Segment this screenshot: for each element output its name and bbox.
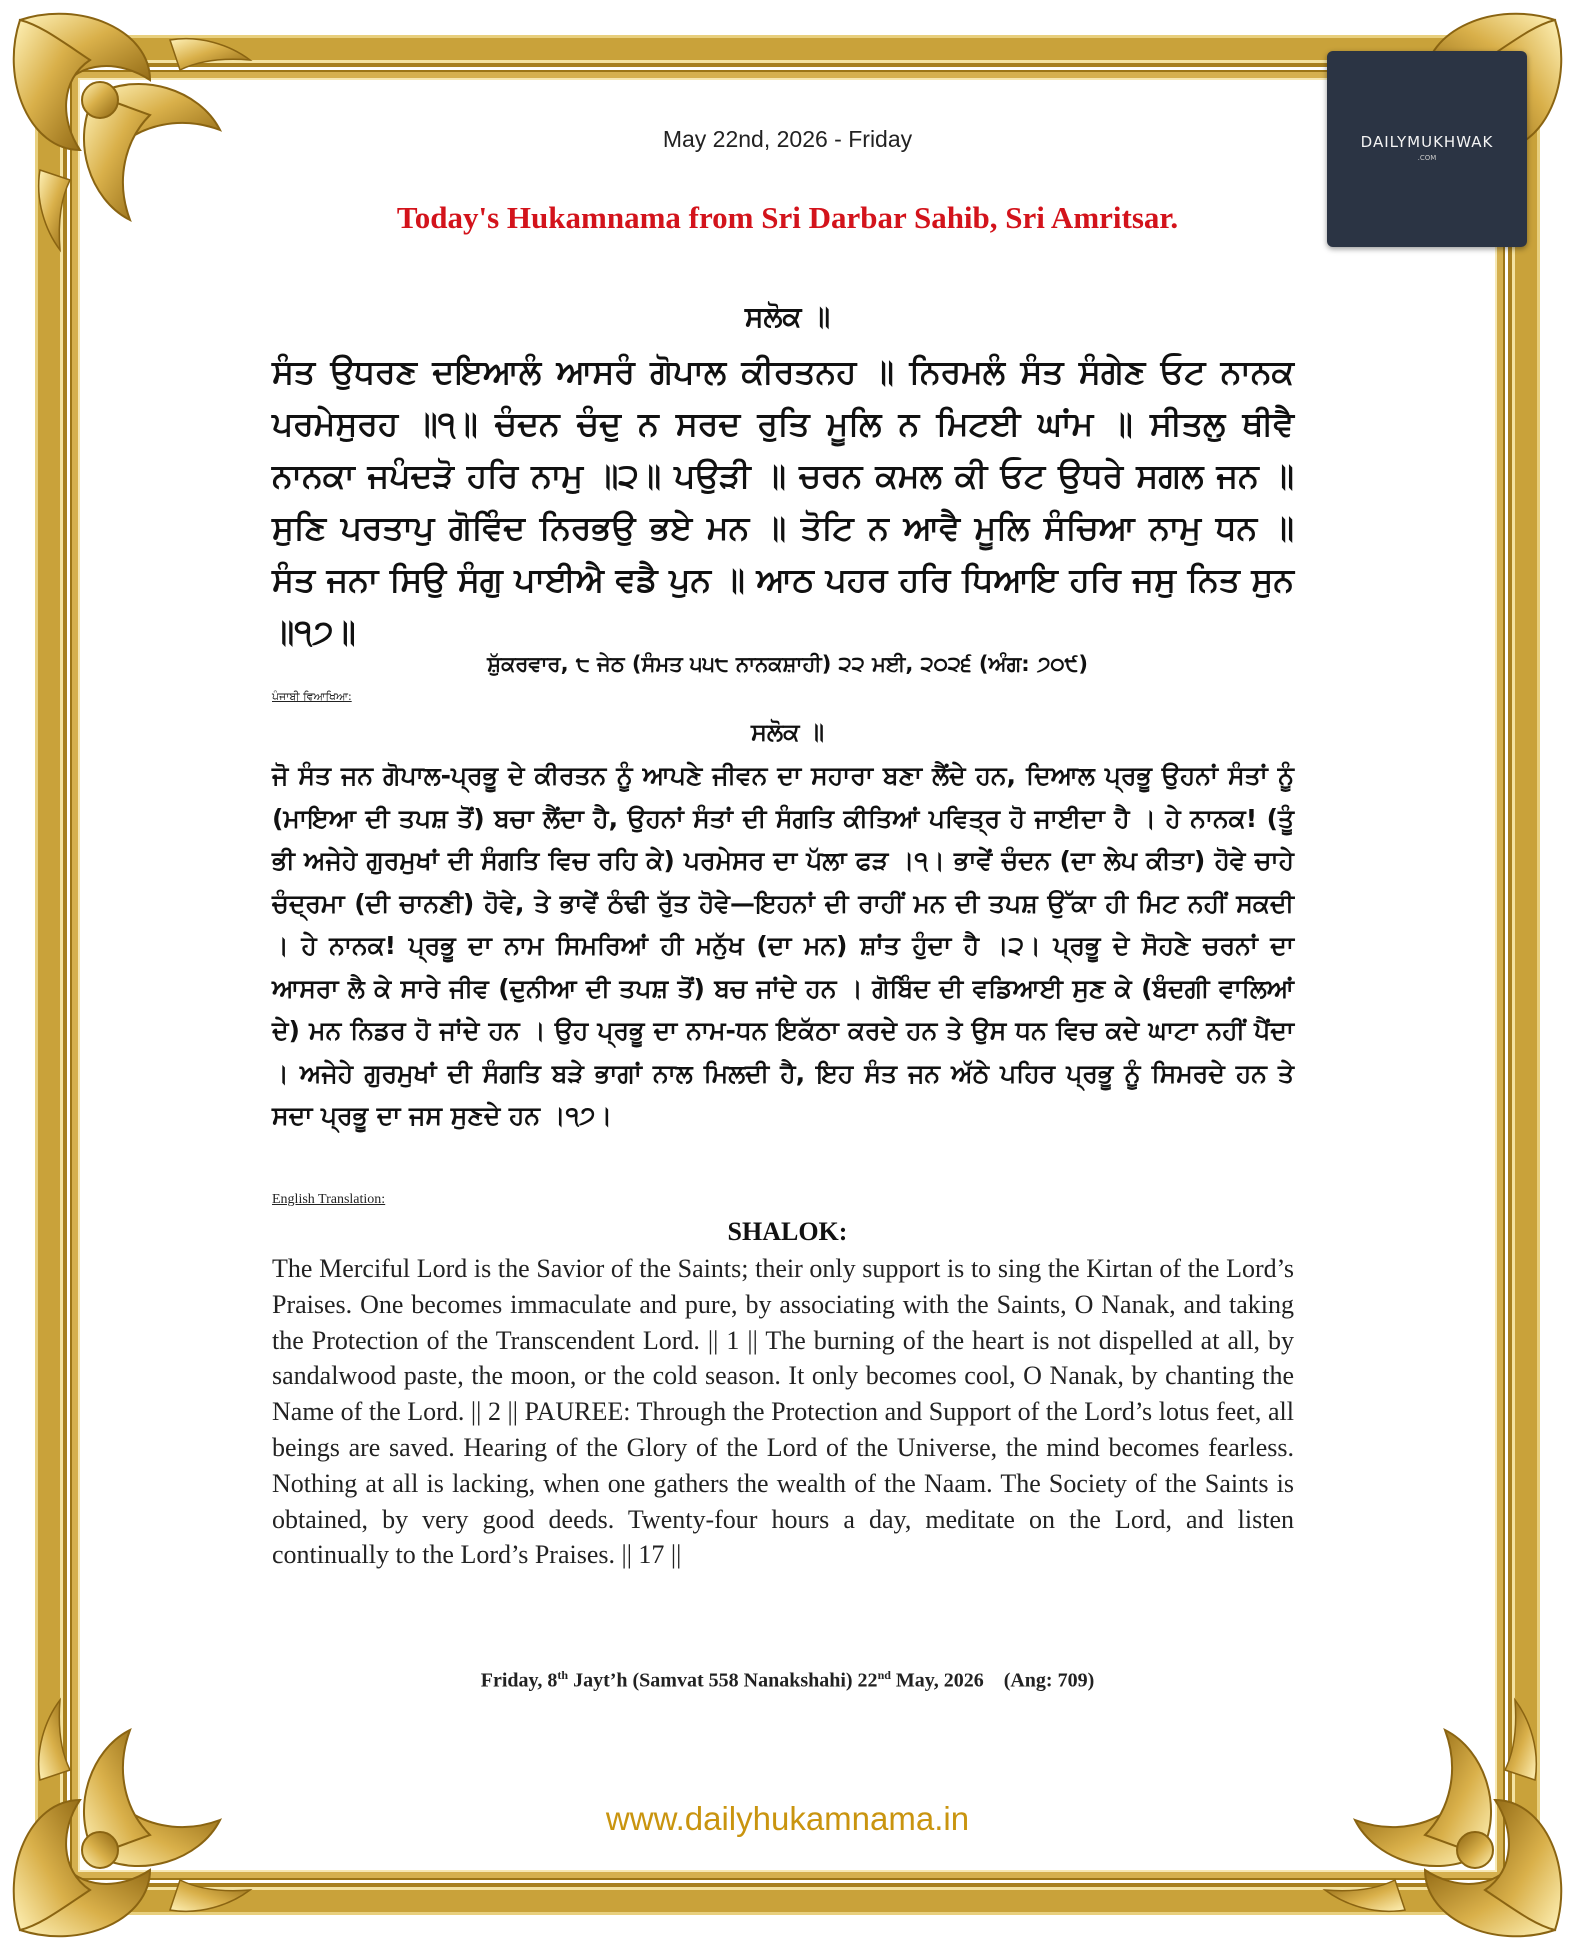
- punjabi-section-label: ਪੰਜਾਬੀ ਵਿਆਖਿਆ:: [272, 690, 352, 703]
- english-translation-text: The Merciful Lord is the Savior of the Saints; their only support is to sing the Kirtan of the Lord’s Praises. One becomes immaculate and pure, by associating with the Saints, O Nanak, and taking the Protection of the Transcendent Lord. || 1 || The burning of the heart is not dispelled at all, by sandalwood paste, the moon, or the cold season. It only becomes cool, O Nanak, by chanting the Name of the Lord. || 2 || PAUREE: Through the Protection and Support of the Lord’s lotus feet, all beings are saved. Hearing of the Glory of the Lord of the Universe, the mind becomes fearless. Nothing at all is lacking, when one gathers the wealth of the Naam. The Society of the Saints is obtained, by very good deeds. Twenty-four hours a day, meditate on the Lord, and listen continually to the Lord’s Praises. || 17 ||: [272, 1254, 1294, 1570]
- gurbani-title: ਸਲੋਕ ॥: [744, 300, 831, 333]
- page-date: May 22nd, 2026 - Friday: [662, 126, 913, 152]
- punjabi-translation-text: ਜੋ ਸੰਤ ਜਨ ਗੋਪਾਲ-ਪ੍ਰਭੂ ਦੇ ਕੀਰਤਨ ਨੂੰ ਆਪਣੇ ਜੀਵਨ ਦਾ ਸਹਾਰਾ ਬਣਾ ਲੈਂਦੇ ਹਨ, ਦਿਆਲ ਪ੍ਰਭੂ ਉਹਨਾਂ ਸੰਤਾਂ ਨੂੰ (ਮਾਇਆ ਦੀ ਤਪਸ਼ ਤੋਂ) ਬਚਾ ਲੈਂਦਾ ਹੈ, ਉਹਨਾਂ ਸੰਤਾਂ ਦੀ ਸੰਗਤਿ ਕੀਤਿਆਂ ਪਵਿਤ੍ਰ ਹੋ ਜਾਈਦਾ ਹੈ । ਹੇ ਨਾਨਕ! (ਤੂੰ ਭੀ ਅਜੇਹੇ ਗੁਰਮੁਖਾਂ ਦੀ ਸੰਗਤਿ ਵਿਚ ਰਹਿ ਕੇ) ਪਰਮੇਸਰ ਦਾ ਪੱਲਾ ਫੜ ।੧। ਭਾਵੇਂ ਚੰਦਨ (ਦਾ ਲੇਪ ਕੀਤਾ) ਹੋਵੇ ਚਾਹੇ ਚੰਦ੍ਰਮਾ (ਦੀ ਚਾਨਣੀ) ਹੋਵੇ, ਤੇ ਭਾਵੇਂ ਠੰਢੀ ਰੁੱਤ ਹੋਵੇ—ਇਹਨਾਂ ਦੀ ਰਾਹੀਂ ਮਨ ਦੀ ਤਪਸ਼ ਉੱਕਾ ਹੀ ਮਿਟ ਨਹੀਂ ਸਕਦੀ । ਹੇ ਨਾਨਕ! ਪ੍ਰਭੂ ਦਾ ਨਾਮ ਸਿਮਰਿਆਂ ਹੀ ਮਨੁੱਖ (ਦਾ ਮਨ) ਸ਼ਾਂਤ ਹੁੰਦਾ ਹੈ ।੨। ਪ੍ਰਭੂ ਦੇ ਸੋਹਣੇ ਚਰਨਾਂ ਦਾ ਆਸਰਾ ਲੈ ਕੇ ਸਾਰੇ ਜੀਵ (ਦੁਨੀਆ ਦੀ ਤਪਸ਼ ਤੋਂ) ਬਚ ਜਾਂਦੇ ਹਨ । ਗੋਬਿੰਦ ਦੀ ਵਡਿਆਈ ਸੁਣ ਕੇ (ਬੰਦਗੀ ਵਾਲਿਆਂ ਦੇ) ਮਨ ਨਿਡਰ ਹੋ ਜਾਂਦੇ ਹਨ । ਉਹ ਪ੍ਰਭੂ ਦਾ ਨਾਮ-ਧਨ ਇਕੱਠਾ ਕਰਦੇ ਹਨ ਤੇ ਉਸ ਧਨ ਵਿਚ ਕਦੇ ਘਾਟਾ ਨਹੀਂ ਪੈਂਦਾ । ਅਜੇਹੇ ਗੁਰਮੁਖਾਂ ਦੀ ਸੰਗਤਿ ਬੜੇ ਭਾਗਾਂ ਨਾਲ ਮਿਲਦੀ ਹੈ, ਇਹ ਸੰਤ ਜਨ ਅੱਠੇ ਪਹਿਰ ਪ੍ਰਭੂ ਨੂੰ ਸਿਮਰਦੇ ਹਨ ਤੇ ਸਦਾ ਪ੍ਰਭੂ ਦਾ ਜਸ ਸੁਣਦੇ ਹਨ ।੧੭।: [272, 761, 1294, 1130]
- page-title: Today's Hukamnama from Sri Darbar Sahib, Sri Amritsar.: [396, 200, 1179, 235]
- english-date-part-b: Jayt’h (Samvat 558 Nanakshahi) 22: [568, 1669, 878, 1692]
- gurbani-text: ਸੰਤ ਉਧਰਣ ਦਇਆਲੰ ਆਸਰੰ ਗੋਪਾਲ ਕੀਰਤਨਹ ॥ ਨਿਰਮਲੰ ਸੰਤ ਸੰਗੇਣ ਓਟ ਨਾਨਕ ਪਰਮੇਸੁਰਹ ॥੧॥ ਚੰਦਨ ਚੰਦੁ ਨ ਸਰਦ ਰੁਤਿ ਮੂਲਿ ਨ ਮਿਟਈ ਘਾਂਮ ॥ ਸੀਤਲੁ ਥੀਵੈ ਨਾਨਕਾ ਜਪੰਦੜੋ ਹਰਿ ਨਾਮੁ ॥੨॥ ਪਉੜੀ ॥ ਚਰਨ ਕਮਲ ਕੀ ਓਟ ਉਧਰੇ ਸਗਲ ਜਨ ॥ ਸੁਣਿ ਪਰਤਾਪੁ ਗੋਵਿੰਦ ਨਿਰਭਉ ਭਏ ਮਨ ॥ ਤੋਟਿ ਨ ਆਵੈ ਮੂਲਿ ਸੰਚਿਆ ਨਾਮੁ ਧਨ ॥ ਸੰਤ ਜਨਾ ਸਿਉ ਸੰਗੁ ਪਾਈਐ ਵਡੈ ਪੁਨ ॥ ਆਠ ਪਹਰ ਹਰਿ ਧਿਆਇ ਹਰਿ ਜਸੁ ਨਿਤ ਸੁਨ ॥੧੭॥: [272, 352, 1294, 651]
- gurbani-date: ਸ਼ੁੱਕਰਵਾਰ, ੮ ਜੇਠ (ਸੰਮਤ ੫੫੮ ਨਾਨਕਸ਼ਾਹੀ) ੨੨ ਮਈ, ੨੦੨੬ (ਅੰਗ: ੭੦੯): [487, 652, 1088, 676]
- logo-brand: DAILYMUKHWAK: [1360, 133, 1494, 151]
- english-date-part-c: May, 2026 (Ang: 709): [890, 1669, 1095, 1692]
- english-section-label: English Translation:: [272, 1192, 386, 1207]
- english-date: [0, 1668, 1575, 1693]
- english-date-sup-b: nd: [877, 1668, 891, 1682]
- logo-sub: .COM: [1417, 154, 1437, 162]
- english-date-sup-a: th: [557, 1668, 569, 1682]
- english-date-part-a: Friday, 8: [480, 1669, 558, 1692]
- punjabi-title: ਸਲੋਕ ॥: [750, 718, 825, 746]
- website-link[interactable]: www.dailyhukamnama.in: [605, 1800, 970, 1837]
- english-title: SHALOK:: [727, 1217, 848, 1246]
